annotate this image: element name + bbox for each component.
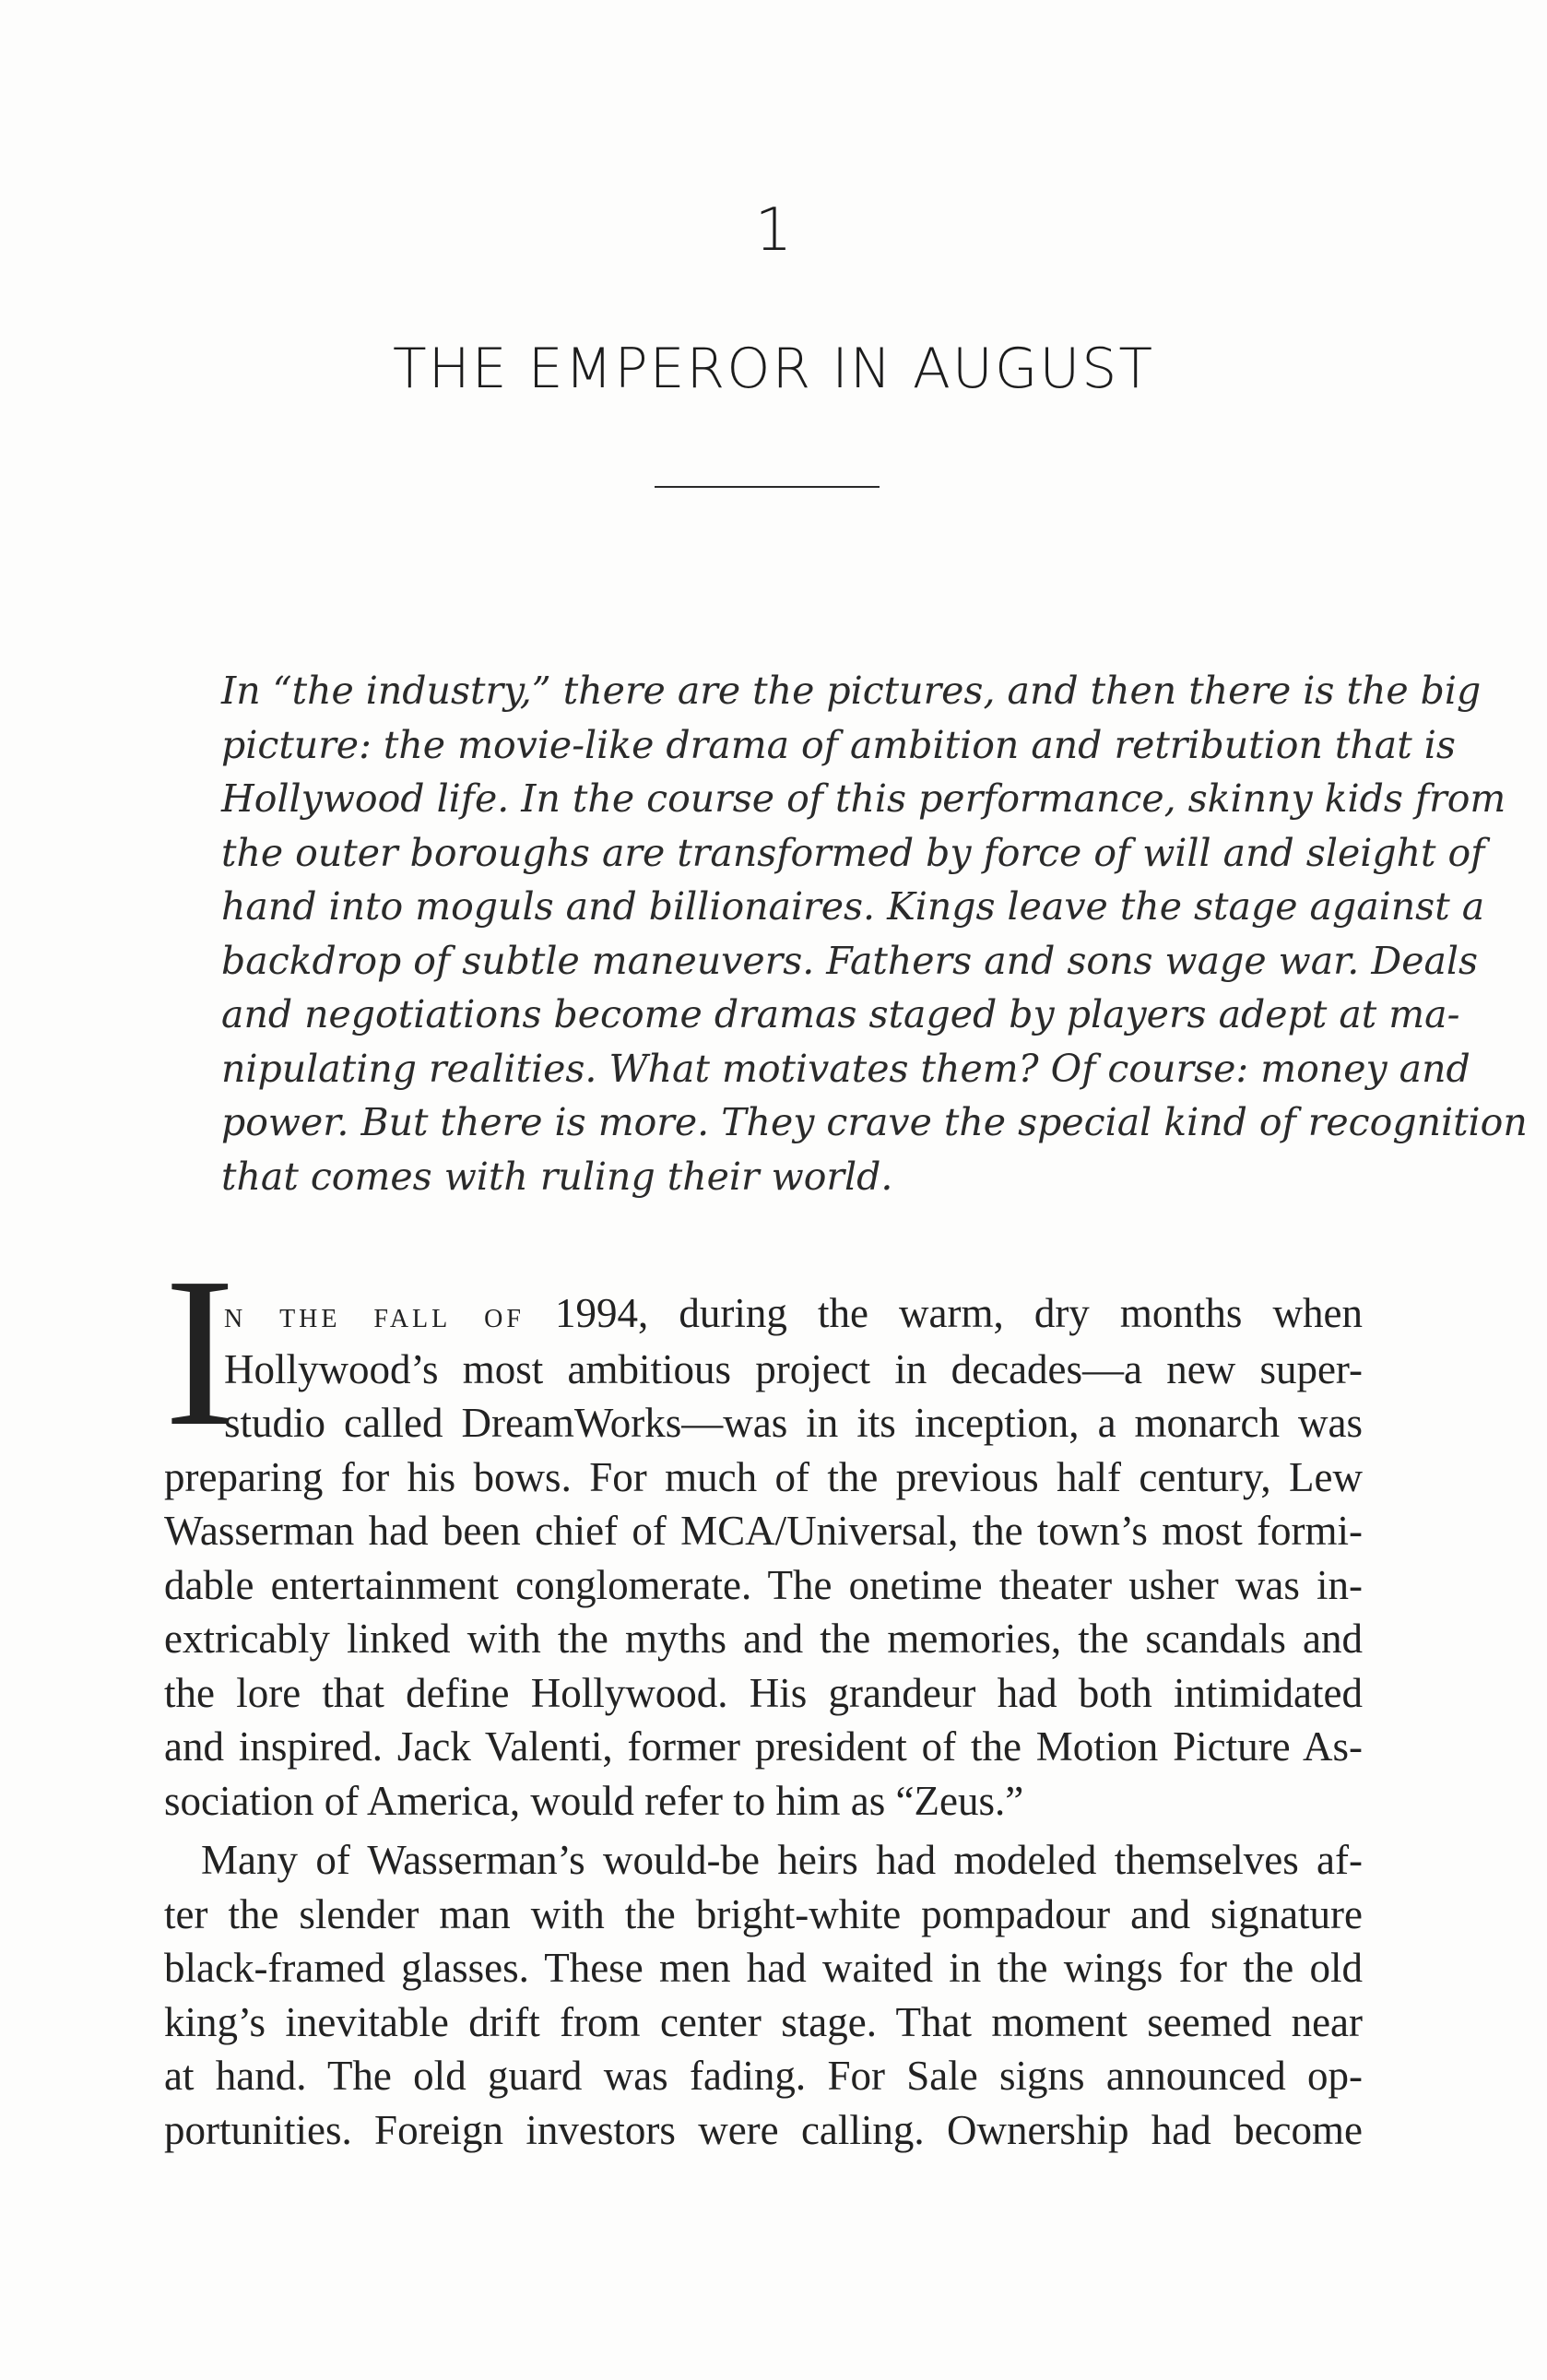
epigraph-line: that comes with ruling their world.	[221, 1154, 893, 1199]
epigraph-line: backdrop of subtle maneuvers. Fathers and sons wage war. Deals	[221, 938, 1479, 983]
epigraph-line: the outer boroughs are transformed by force of will and sleight of	[221, 830, 1485, 875]
body-line: Wasserman had been chief of MCA/Universal, the town’s most formi-	[164, 1508, 1363, 1554]
epigraph-line: hand into moguls and billionaires. Kings leave the stage against a	[221, 884, 1485, 929]
epigraph-line: In “the industry,” there are the pictures, and then there is the big	[221, 669, 1482, 713]
body-line: king’s inevitable drift from center stage. That moment seemed near	[164, 1998, 1363, 2045]
epigraph-line: Hollywood life. In the course of this performance, skinny kids from	[221, 776, 1506, 821]
epigraph-line: power. But there is more. They crave the special kind of recognition	[221, 1100, 1528, 1144]
body-line: ter the slender man with the bright-white pompadour and signature	[164, 1890, 1363, 1937]
body-line: portunities. Foreign investors were calling. Ownership had become	[164, 2106, 1363, 2153]
body-line-rest: 1994, during the warm, dry months when	[555, 1290, 1363, 1336]
body-line: preparing for his bows. For much of the previous half century, Lew	[164, 1453, 1363, 1500]
epigraph	[221, 664, 1528, 1203]
body-line: at hand. The old guard was fading. For Sale signs announced op-	[164, 2053, 1363, 2099]
body-line: and inspired. Jack Valenti, former president of the Motion Picture As-	[164, 1723, 1363, 1770]
body-line: the lore that define Hollywood. His grandeur had both intimidated	[164, 1669, 1363, 1716]
epigraph-line: and negotiations become dramas staged by players adept at ma-	[221, 992, 1460, 1036]
body-line: Hollywood’s most ambitious project in decades—a new super-	[224, 1345, 1363, 1392]
body-line: black-framed glasses. These men had waited in the wings for the old	[164, 1945, 1363, 1991]
body-line: Many of Wasserman’s would-be heirs had modeled themselves af-	[201, 1837, 1363, 1883]
body-line: dable entertainment conglomerate. The onetime theater usher was in-	[164, 1561, 1363, 1608]
chapter-number: 1	[754, 196, 793, 265]
body-line: extricably linked with the myths and the memories, the scandals and	[164, 1616, 1363, 1662]
body-line: sociation of America, would refer to him as “Zeus.”	[164, 1777, 1024, 1824]
paragraph	[164, 1833, 1363, 2157]
body-line: studio called DreamWorks—was in its inception, a monarch was	[224, 1400, 1363, 1446]
epigraph-line: picture: the movie-like drama of ambition and retribution that is	[221, 722, 1456, 767]
title-divider	[655, 486, 880, 488]
body-line	[164, 1286, 1363, 1343]
epigraph-line: nipulating realities. What motivates them? Of course: money and	[221, 1046, 1470, 1091]
paragraph	[164, 1286, 1363, 1828]
body-text	[164, 1286, 1363, 2157]
drop-cap: I	[164, 1234, 236, 1471]
small-caps-opening: n the fall of	[224, 1294, 525, 1335]
chapter-title: THE EMPEROR IN AUGUST	[393, 337, 1154, 401]
